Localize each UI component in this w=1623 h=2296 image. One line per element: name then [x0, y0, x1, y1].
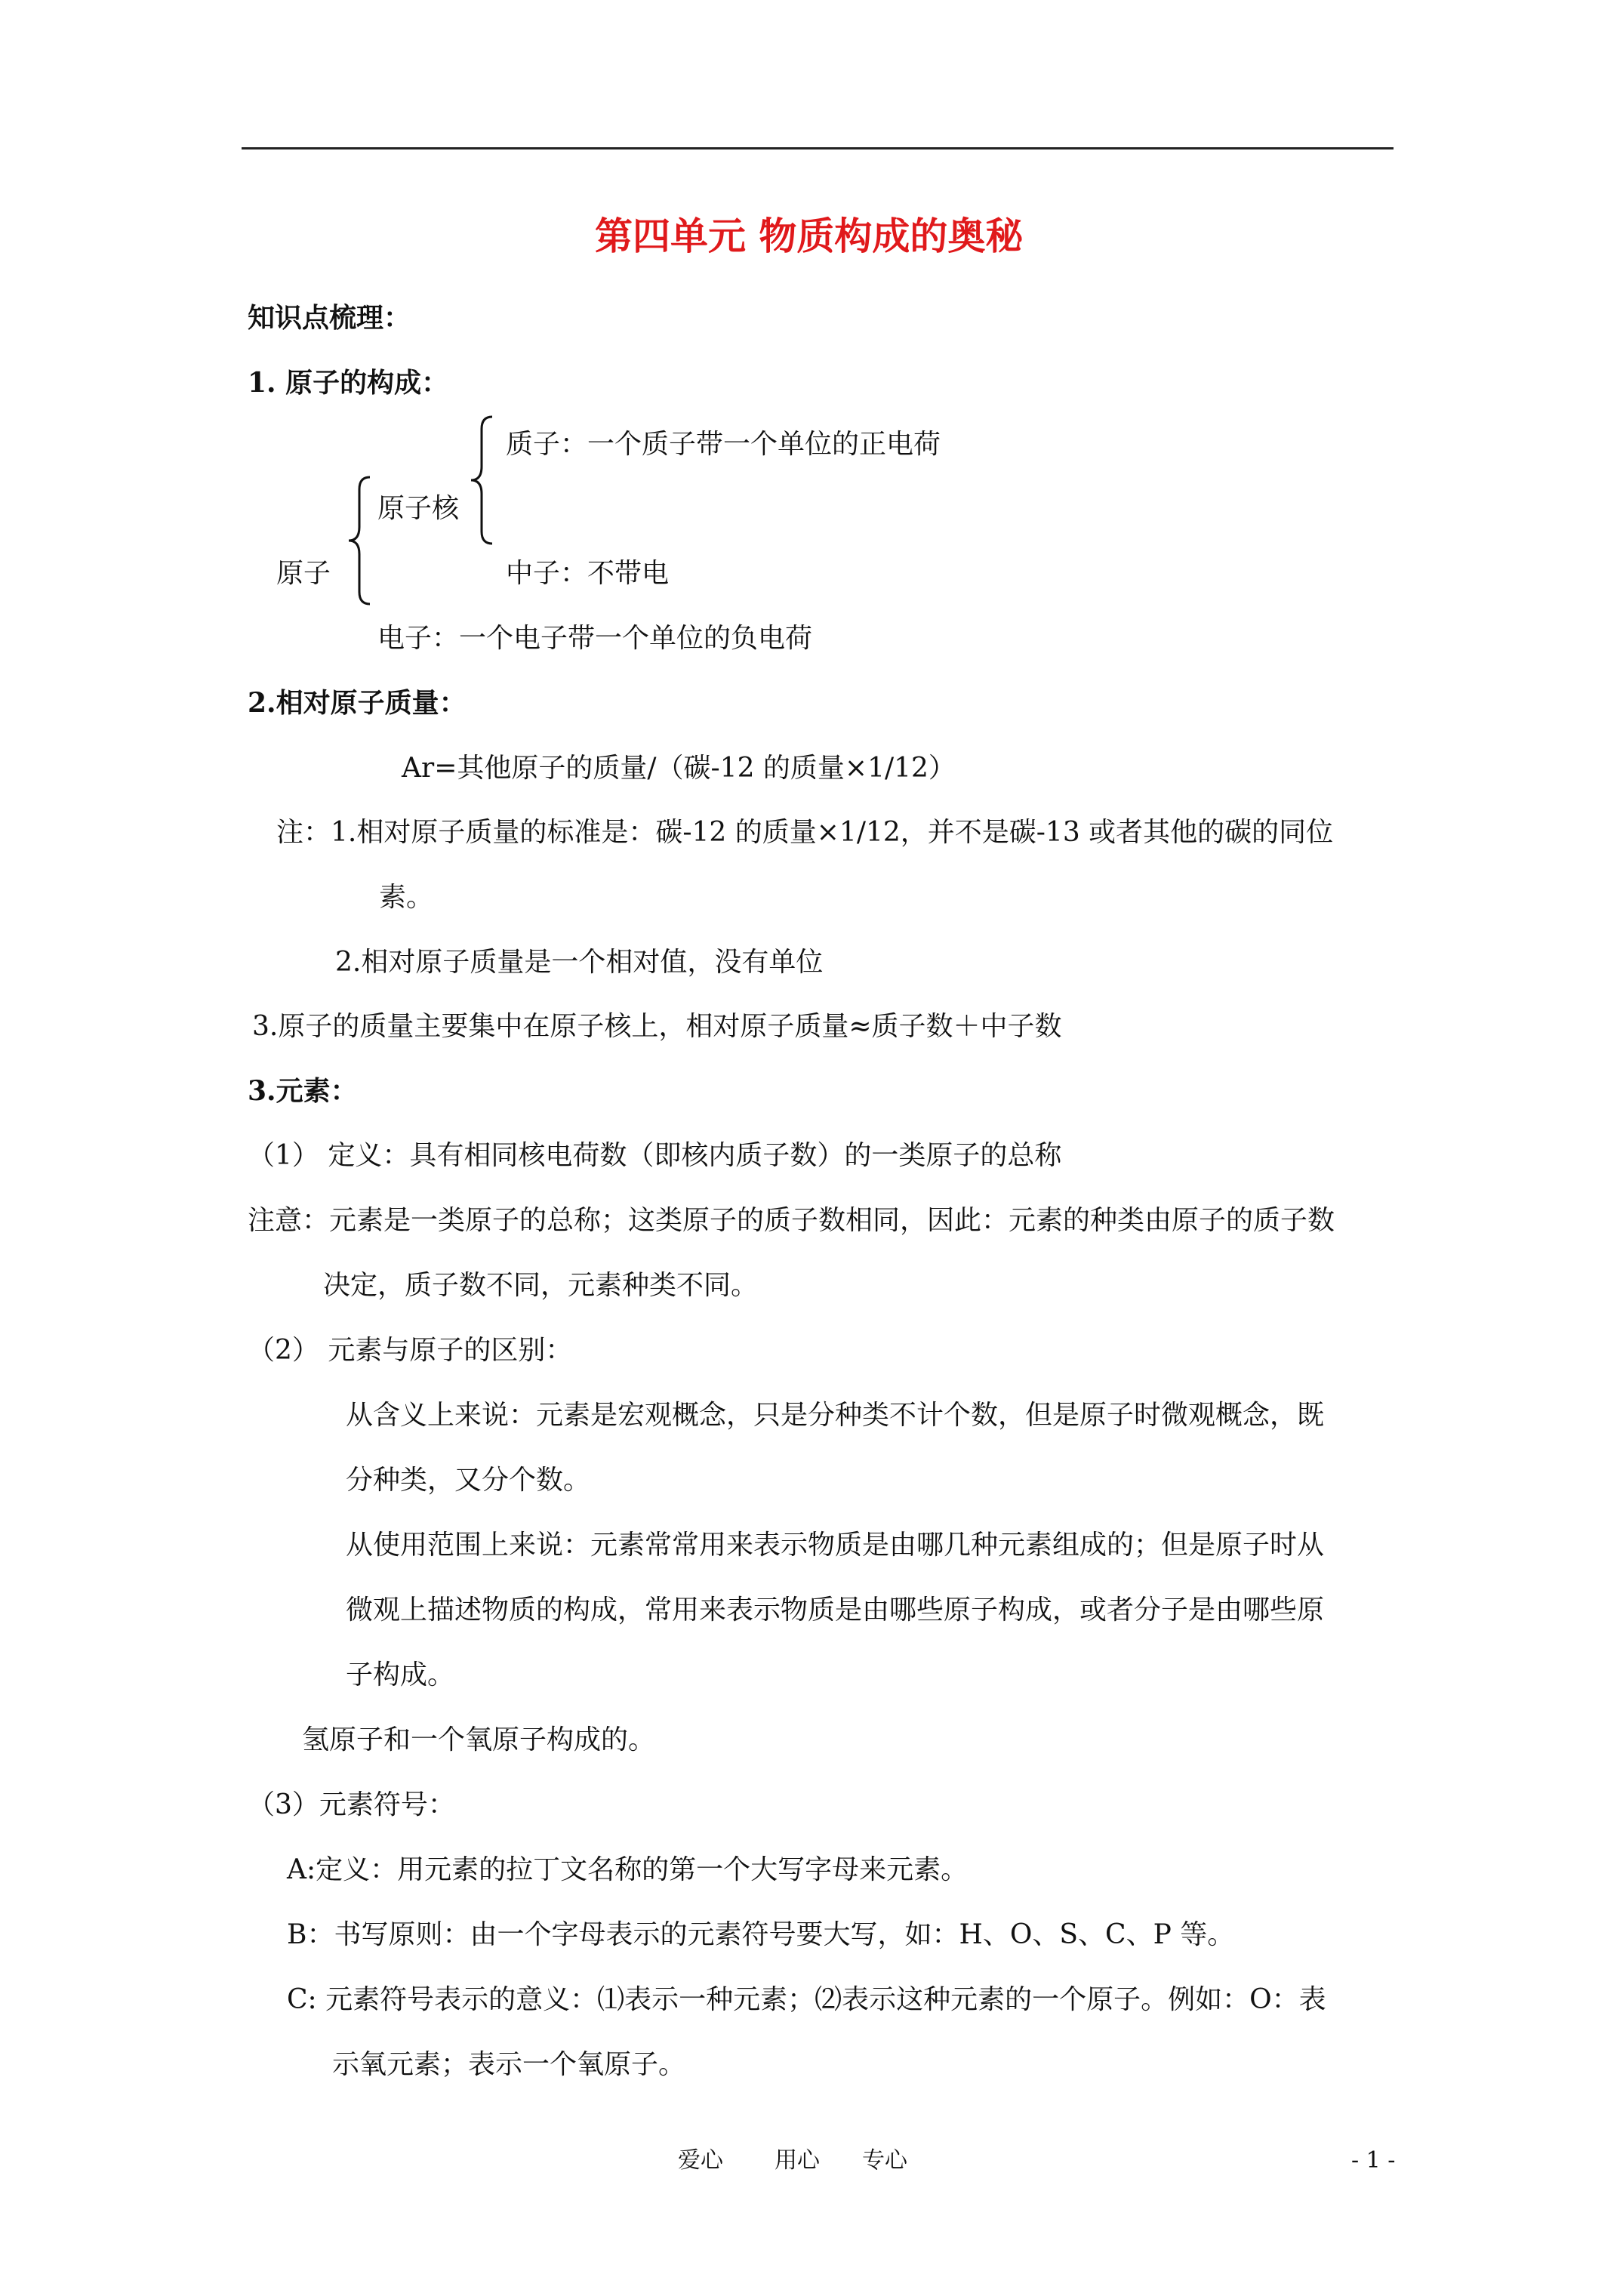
nucleus-label: 原子核 [377, 493, 460, 524]
header-rule [242, 147, 1394, 149]
symbol-meaning-line2: 示氧元素；表示一个氧原子。 [332, 2049, 686, 2080]
symbol-writing-rule: B：书写原则：由一个字母表示的元素符号要大写，如：H、O、S、C、P 等。 [287, 1919, 1235, 1950]
section1-heading: 1. 原子的构成： [248, 367, 449, 399]
note1-line1: 注：1.相对原子质量的标准是：碳-12 的质量×1/12，并不是碳-13 或者其他的碳的同位 [276, 817, 1334, 848]
difference-heading: （2） 元素与原子的区别： [248, 1335, 573, 1366]
fragment-text: 氢原子和一个氧原子构成的。 [302, 1724, 656, 1755]
note3: 3.原子的质量主要集中在原子核上，相对原子质量≈质子数＋中子数 [252, 1011, 1062, 1042]
note1-line2: 素。 [379, 882, 434, 913]
proton-text: 质子：一个质子带一个单位的正电荷 [506, 429, 941, 460]
footer-motto-2: 用心 [775, 2147, 820, 2174]
difference-p2-line1: 从使用范围上来说：元素常常用来表示物质是由哪几种元素组成的；但是原子时从 [346, 1530, 1325, 1561]
page-number: - 1 - [1351, 2147, 1396, 2174]
atom-brace-icon [344, 474, 374, 607]
atom-label: 原子 [276, 558, 331, 589]
difference-p2-line2: 微观上描述物质的构成，常用来表示物质是由哪些原子构成，或者分子是由哪些原 [346, 1595, 1325, 1626]
difference-p1-line1: 从含义上来说：元素是宏观概念，只是分种类不计个数，但是原子时微观概念，既 [346, 1400, 1325, 1431]
element-note-line2: 决定，质子数不同，元素种类不同。 [323, 1270, 759, 1301]
section-heading: 知识点梳理： [248, 302, 411, 334]
section2-heading: 2.相对原子质量： [248, 687, 467, 719]
nucleus-brace-icon [467, 414, 497, 547]
electron-text: 电子：一个电子带一个单位的负电荷 [377, 623, 813, 654]
note2: 2.相对原子质量是一个相对值，没有单位 [335, 947, 824, 978]
footer-motto-3: 专心 [862, 2147, 907, 2174]
footer-motto-1: 爱心 [678, 2147, 723, 2174]
formula: Ar=其他原子的质量/（碳-12 的质量×1/12） [402, 753, 956, 784]
symbol-definition: A:定义：用元素的拉丁文名称的第一个大写字母来元素。 [287, 1854, 969, 1885]
page-title: 第四单元 物质构成的奥秘 [595, 214, 1024, 258]
symbol-meaning-line1: C: 元素符号表示的意义：⑴表示一种元素；⑵表示这种元素的一个原子。例如：O：表 [287, 1984, 1326, 2015]
neutron-text: 中子：不带电 [506, 558, 670, 589]
element-definition: （1） 定义：具有相同核电荷数（即核内质子数）的一类原子的总称 [248, 1140, 1062, 1171]
section3-heading: 3.元素： [248, 1075, 358, 1107]
symbol-heading: （3）元素符号： [248, 1789, 455, 1820]
difference-p1-line2: 分种类，又分个数。 [346, 1465, 591, 1496]
element-note-line1: 注意：元素是一类原子的总称；这类原子的质子数相同，因此：元素的种类由原子的质子数 [248, 1205, 1335, 1236]
difference-p2-line3: 子构成。 [346, 1660, 455, 1690]
